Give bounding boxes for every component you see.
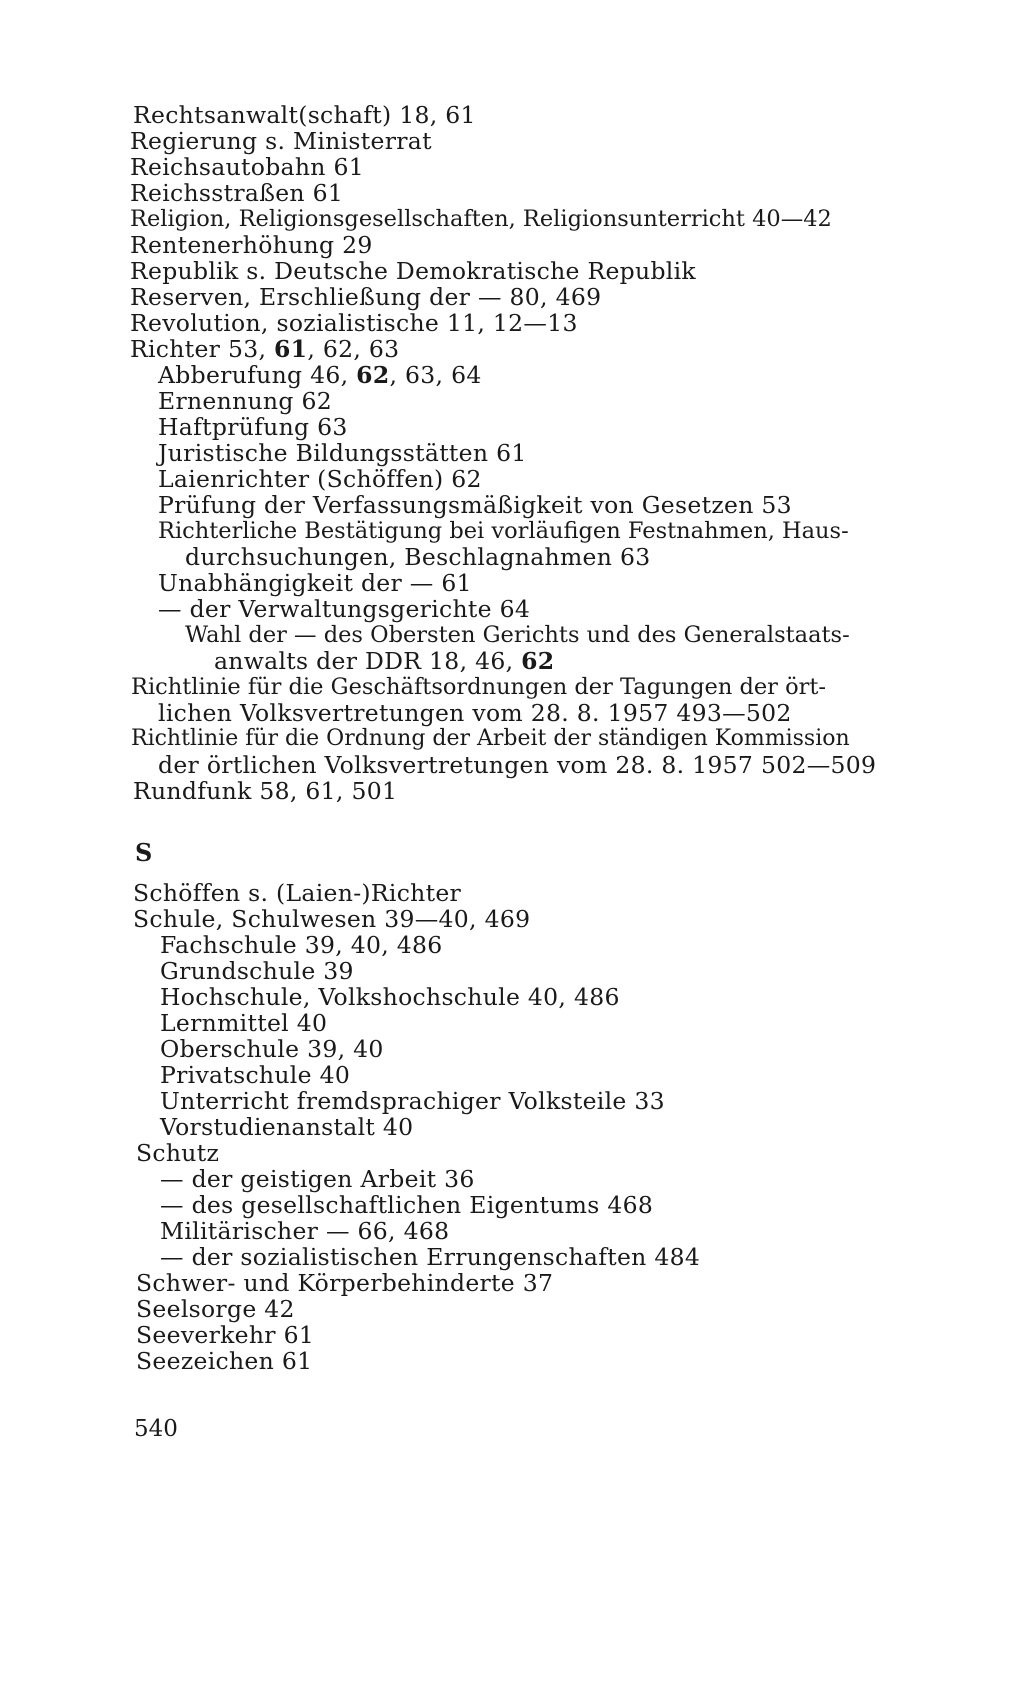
index-entry: Rundfunk 58, 61, 501: [133, 777, 398, 805]
index-subentry: Juristische Bildungsstätten 61: [158, 439, 527, 467]
index-subentry: — der sozialistischen Errungenschaften 484: [160, 1243, 701, 1271]
index-entry: Reichsstraßen 61: [130, 179, 344, 207]
index-entry: Schwer- und Körperbehinderte 37: [136, 1269, 554, 1297]
index-subentry: Vorstudienanstalt 40: [160, 1113, 414, 1141]
index-entry: Regierung s. Ministerrat: [130, 127, 432, 155]
index-subentry: Unabhängigkeit der — 61: [158, 569, 472, 597]
index-entry: Republik s. Deutsche Demokratische Republik: [130, 257, 696, 285]
index-entry: Schule, Schulwesen 39—40, 469: [133, 905, 531, 933]
index-subentry: Fachschule 39, 40, 486: [160, 931, 443, 959]
entry-bold-page: 62: [356, 361, 390, 389]
index-entry-continuation: der örtlichen Volksvertretungen vom 28. 8. 1957 502—509: [158, 751, 877, 779]
index-entry: Seezeichen 61: [136, 1347, 313, 1375]
index-subentry: Wahl der — des Obersten Gerichts und des Generalstaats-: [185, 622, 850, 648]
section-letter-heading: S: [135, 838, 153, 867]
index-subentry: Lernmittel 40: [160, 1009, 328, 1037]
index-subentry: Prüfung der Verfassungsmäßigkeit von Gesetzen 53: [158, 491, 792, 519]
index-subentry: — der geistigen Arbeit 36: [160, 1165, 475, 1193]
index-subentry: Ernennung 62: [158, 387, 332, 415]
index-entry: Reichsautobahn 61: [130, 153, 365, 181]
entry-text: anwalts der DDR 18, 46,: [214, 647, 522, 675]
entry-text: , 62, 63: [307, 335, 400, 363]
index-subentry-continuation: [214, 648, 554, 674]
index-entry-continuation: lichen Volksvertretungen vom 28. 8. 1957 493—502: [158, 699, 792, 727]
index-subentry: Hochschule, Volkshochschule 40, 486: [160, 983, 620, 1011]
index-entry: Schöffen s. (Laien-)Richter: [133, 879, 462, 907]
entry-text: Abberufung 46,: [158, 361, 357, 389]
page-number: 540: [134, 1416, 178, 1442]
index-subentry: Oberschule 39, 40: [160, 1035, 384, 1063]
index-entry: Religion, Religionsgesellschaften, Religionsunterricht 40—42: [130, 206, 832, 232]
entry-text: , 63, 64: [389, 361, 482, 389]
index-subentry-abberufung: [158, 362, 482, 388]
index-entry: Rechtsanwalt(schaft) 18, 61: [133, 101, 476, 129]
entry-bold-page: 62: [521, 647, 555, 675]
index-subentry-continuation: durchsuchungen, Beschlagnahmen 63: [185, 543, 651, 571]
index-subentry: Privatschule 40: [160, 1061, 351, 1089]
index-entry: Rentenerhöhung 29: [130, 231, 373, 259]
index-subentry: Unterricht fremdsprachiger Volksteile 33: [160, 1087, 665, 1115]
index-entry: Reserven, Erschließung der — 80, 469: [130, 283, 602, 311]
index-entry-richter: [130, 336, 399, 362]
index-entry: Richtlinie für die Geschäftsordnungen der Tagungen der ört-: [131, 674, 827, 700]
index-entry: Seelsorge 42: [136, 1295, 295, 1323]
index-subentry: Grundschule 39: [160, 957, 354, 985]
index-subentry: Laienrichter (Schöffen) 62: [158, 465, 482, 493]
index-subentry: — der Verwaltungsgerichte 64: [158, 595, 531, 623]
index-entry: Schutz: [136, 1139, 220, 1167]
index-entry: Revolution, sozialistische 11, 12—13: [130, 309, 578, 337]
index-subentry: Haftprüfung 63: [158, 413, 348, 441]
index-subentry: Richterliche Bestätigung bei vorläufigen Festnahmen, Haus-: [158, 518, 849, 544]
entry-bold-page: 61: [274, 335, 308, 363]
index-subentry: Militärischer — 66, 468: [160, 1217, 450, 1245]
index-entry: Seeverkehr 61: [136, 1321, 315, 1349]
index-entry: Richtlinie für die Ordnung der Arbeit der ständigen Kommission: [131, 726, 850, 751]
index-subentry: — des gesellschaftlichen Eigentums 468: [160, 1191, 654, 1219]
entry-text: Richter 53,: [130, 335, 275, 363]
